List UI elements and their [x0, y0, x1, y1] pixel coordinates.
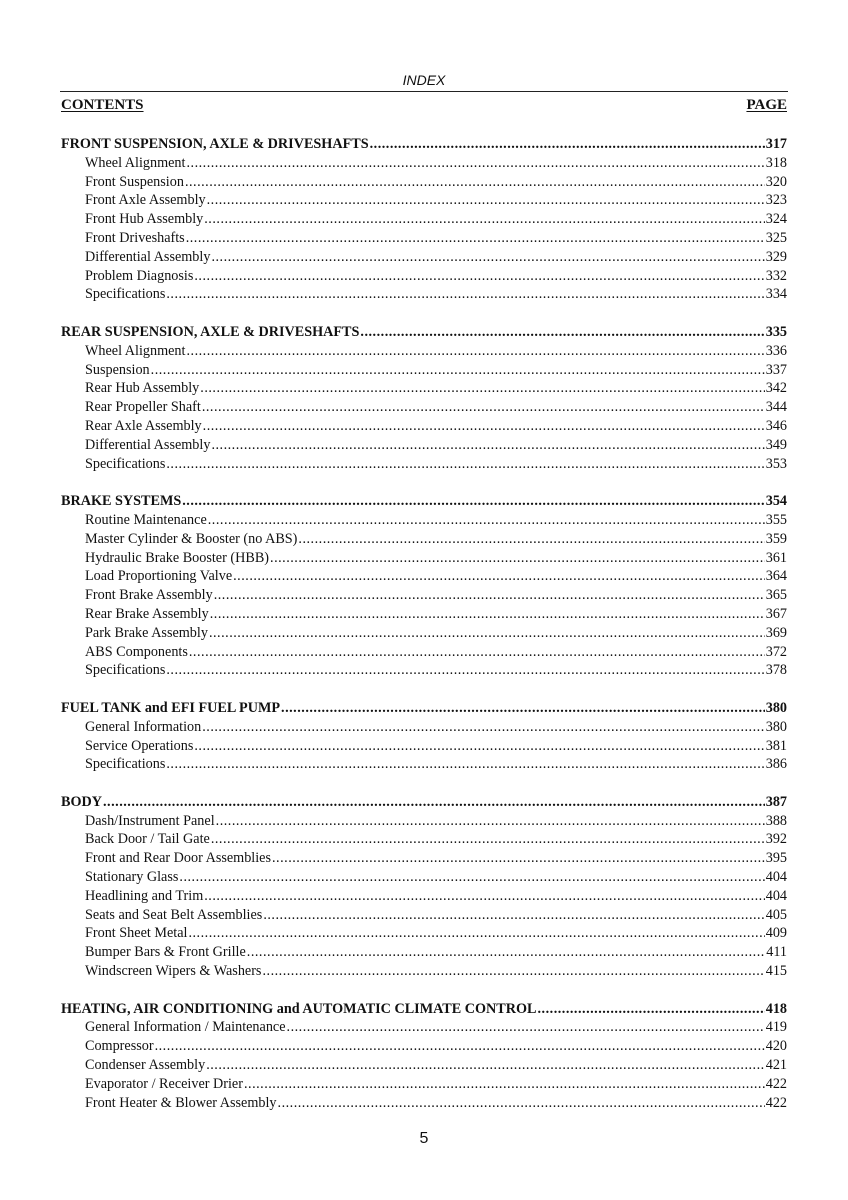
- dot-leader: [185, 173, 765, 192]
- toc-entry[interactable]: [61, 267, 787, 286]
- toc-entry[interactable]: [61, 1056, 787, 1075]
- toc-entry-page: 337: [765, 361, 787, 378]
- toc-entry-page: 411: [766, 944, 787, 961]
- toc-entry-page: 332: [765, 267, 787, 284]
- toc-entry[interactable]: [61, 586, 787, 605]
- section-title[interactable]: [61, 1000, 787, 1019]
- toc-entry[interactable]: [61, 605, 787, 624]
- toc-entry[interactable]: [61, 567, 787, 586]
- toc-entry-page: 364: [765, 568, 787, 585]
- toc-entry-label: Rear Axle Assembly: [85, 417, 202, 434]
- toc-entry-page: 353: [765, 455, 787, 472]
- section-title-page: 387: [765, 793, 787, 810]
- section-title[interactable]: [61, 323, 787, 342]
- dot-leader: [204, 887, 764, 906]
- toc-entry-page: 334: [765, 286, 787, 303]
- toc-entry-label: Master Cylinder & Booster (no ABS): [85, 530, 298, 547]
- dot-leader: [206, 1056, 765, 1075]
- dot-leader: [247, 943, 765, 962]
- toc-entry[interactable]: [61, 285, 787, 304]
- toc-entry[interactable]: [61, 436, 787, 455]
- toc-entry-label: Problem Diagnosis: [85, 267, 194, 284]
- toc-entry[interactable]: [61, 849, 787, 868]
- toc-entry-page: 325: [765, 229, 787, 246]
- section-title[interactable]: [61, 793, 787, 812]
- toc-entry-label: Front Hub Assembly: [85, 211, 204, 228]
- toc-entry-label: Front Brake Assembly: [85, 587, 213, 604]
- dot-leader: [207, 191, 765, 210]
- toc-entry-page: 342: [765, 380, 787, 397]
- toc-entry-page: 422: [765, 1075, 787, 1092]
- toc-entry-page: 346: [765, 417, 787, 434]
- toc-entry-page: 420: [765, 1038, 787, 1055]
- section-title-label: REAR SUSPENSION, AXLE & DRIVESHAFTS: [61, 323, 360, 340]
- toc-entry-page: 324: [765, 211, 787, 228]
- toc-entry-label: Front Sheet Metal: [85, 925, 188, 942]
- toc-entry[interactable]: [61, 962, 787, 981]
- toc-entry[interactable]: [61, 812, 787, 831]
- toc-entry-page: 404: [765, 887, 787, 904]
- page-column-heading: PAGE: [746, 97, 787, 113]
- dot-leader: [186, 342, 764, 361]
- toc-entry-page: 359: [765, 530, 787, 547]
- toc-entry[interactable]: [61, 417, 787, 436]
- toc-entry[interactable]: [61, 624, 787, 643]
- dot-leader: [211, 830, 765, 849]
- toc-entry[interactable]: [61, 154, 787, 173]
- toc-entry-label: Differential Assembly: [85, 436, 211, 453]
- toc-entry-label: Front Axle Assembly: [85, 192, 206, 209]
- table-of-contents: [61, 135, 787, 1131]
- toc-section: [61, 699, 787, 774]
- toc-entry-label: Compressor: [85, 1038, 154, 1055]
- dot-leader: [370, 135, 765, 154]
- toc-entry-label: Wheel Alignment: [85, 342, 186, 359]
- page-number: 5: [419, 1130, 429, 1147]
- section-title-label: FRONT SUSPENSION, AXLE & DRIVESHAFTS: [61, 136, 369, 152]
- dot-leader: [244, 1075, 765, 1094]
- toc-entry-label: Routine Maintenance: [85, 511, 207, 528]
- toc-entry[interactable]: [61, 549, 787, 568]
- dot-leader: [538, 1000, 765, 1019]
- toc-entry-label: Bumper Bars & Front Grille: [85, 944, 246, 961]
- toc-entry-label: Specifications: [85, 756, 166, 773]
- toc-entry-page: 372: [765, 643, 787, 660]
- dot-leader: [103, 793, 765, 812]
- running-header: INDEX: [402, 72, 446, 88]
- toc-entry-label: Headlining and Trim: [85, 887, 204, 904]
- toc-entry[interactable]: [61, 924, 787, 943]
- toc-entry[interactable]: [61, 248, 787, 267]
- toc-entry-label: Differential Assembly: [85, 248, 211, 265]
- toc-entry[interactable]: [61, 361, 787, 380]
- toc-entry-page: 336: [765, 342, 787, 359]
- toc-entry-page: 378: [765, 662, 787, 679]
- dot-leader: [166, 455, 764, 474]
- toc-entry-label: Specifications: [85, 455, 166, 472]
- toc-entry[interactable]: [61, 455, 787, 474]
- toc-entry-page: 323: [765, 192, 787, 209]
- dot-leader: [211, 248, 764, 267]
- dot-leader: [194, 267, 764, 286]
- toc-entry-label: Suspension: [85, 361, 150, 378]
- toc-entry-label: Specifications: [85, 662, 166, 679]
- dot-leader: [202, 398, 765, 417]
- contents-column-heading: CONTENTS: [61, 97, 144, 113]
- toc-entry[interactable]: [61, 943, 787, 962]
- toc-entry-label: Park Brake Assembly: [85, 624, 208, 641]
- toc-entry-page: 365: [765, 587, 787, 604]
- section-title-label: HEATING, AIR CONDITIONING and AUTOMATIC CLIMATE CONTROL: [61, 1000, 537, 1017]
- toc-entry[interactable]: [61, 755, 787, 774]
- toc-entry-page: 329: [765, 248, 787, 265]
- toc-entry[interactable]: [61, 1037, 787, 1056]
- toc-entry-page: 405: [765, 906, 787, 923]
- toc-entry-page: 392: [765, 831, 787, 848]
- toc-entry-page: 367: [765, 605, 787, 622]
- toc-entry[interactable]: [61, 887, 787, 906]
- dot-leader: [186, 154, 764, 173]
- toc-entry-label: Front and Rear Door Assemblies: [85, 850, 271, 867]
- toc-entry-label: Condenser Assembly: [85, 1057, 206, 1074]
- dot-leader: [194, 737, 764, 756]
- section-title[interactable]: [61, 492, 787, 511]
- section-title-label: FUEL TANK and EFI FUEL PUMP: [61, 699, 281, 716]
- toc-section: [61, 1000, 787, 1113]
- toc-entry-page: 386: [765, 756, 787, 773]
- toc-entry-page: 380: [765, 718, 787, 735]
- toc-entry[interactable]: [61, 398, 787, 417]
- dot-leader: [186, 229, 765, 248]
- dot-leader: [182, 492, 764, 511]
- toc-entry[interactable]: [61, 1094, 787, 1113]
- toc-entry[interactable]: [61, 530, 787, 549]
- toc-entry[interactable]: [61, 661, 787, 680]
- section-title-page: 354: [765, 493, 787, 510]
- dot-leader: [202, 718, 765, 737]
- toc-entry-page: 421: [765, 1057, 787, 1074]
- dot-leader: [166, 661, 764, 680]
- toc-entry-page: 419: [765, 1019, 787, 1036]
- section-title-page: 335: [765, 323, 787, 340]
- toc-entry[interactable]: [61, 210, 787, 229]
- dot-leader: [216, 812, 765, 831]
- toc-entry-label: Specifications: [85, 286, 166, 303]
- dot-leader: [263, 906, 764, 925]
- toc-entry-label: General Information: [85, 718, 202, 735]
- header-rule: [60, 91, 788, 92]
- toc-entry[interactable]: [61, 229, 787, 248]
- toc-section: [61, 135, 787, 304]
- toc-entry[interactable]: [61, 191, 787, 210]
- toc-entry[interactable]: [61, 868, 787, 887]
- dot-leader: [211, 436, 764, 455]
- toc-entry[interactable]: [61, 511, 787, 530]
- dot-leader: [209, 624, 765, 643]
- section-title[interactable]: [61, 699, 787, 718]
- dot-leader: [189, 643, 765, 662]
- toc-entry-page: 349: [765, 436, 787, 453]
- toc-entry[interactable]: [61, 737, 787, 756]
- toc-section: [61, 793, 787, 981]
- toc-entry-label: Service Operations: [85, 737, 194, 754]
- toc-entry-label: Stationary Glass: [85, 869, 179, 886]
- toc-entry-label: Front Driveshafts: [85, 229, 185, 246]
- toc-entry-page: 409: [765, 925, 787, 942]
- section-title-page: 317: [765, 136, 787, 152]
- dot-leader: [166, 285, 764, 304]
- toc-entry-label: Seats and Seat Belt Assemblies: [85, 906, 263, 923]
- toc-entry-label: Dash/Instrument Panel: [85, 812, 215, 829]
- dot-leader: [298, 530, 764, 549]
- toc-entry-page: 318: [765, 154, 787, 171]
- toc-entry-label: Evaporator / Receiver Drier: [85, 1075, 243, 1092]
- toc-entry-page: 381: [765, 737, 787, 754]
- section-title-page: 418: [765, 1000, 787, 1017]
- dot-leader: [204, 210, 764, 229]
- dot-leader: [188, 924, 764, 943]
- toc-entry-page: 344: [765, 399, 787, 416]
- toc-entry-label: Wheel Alignment: [85, 154, 186, 171]
- toc-entry[interactable]: [61, 1075, 787, 1094]
- dot-leader: [166, 755, 764, 774]
- toc-entry-label: Front Suspension: [85, 173, 184, 190]
- dot-leader: [208, 511, 765, 530]
- toc-entry-label: Rear Propeller Shaft: [85, 399, 201, 416]
- toc-entry[interactable]: [61, 906, 787, 925]
- toc-entry-page: 415: [765, 963, 787, 980]
- toc-entry-page: 404: [765, 869, 787, 886]
- toc-entry-label: Load Proportioning Valve: [85, 568, 233, 585]
- toc-entry-label: Rear Brake Assembly: [85, 605, 209, 622]
- dot-leader: [262, 962, 764, 981]
- toc-entry[interactable]: [61, 379, 787, 398]
- toc-section: [61, 492, 787, 680]
- toc-entry-label: Back Door / Tail Gate: [85, 831, 210, 848]
- toc-entry-page: 320: [765, 173, 787, 190]
- toc-entry[interactable]: [61, 830, 787, 849]
- section-title-label: BRAKE SYSTEMS: [61, 493, 182, 510]
- toc-entry[interactable]: [61, 643, 787, 662]
- dot-leader: [360, 323, 764, 342]
- section-title-page: 380: [765, 699, 787, 716]
- dot-leader: [214, 586, 765, 605]
- toc-entry-label: Windscreen Wipers & Washers: [85, 963, 262, 980]
- toc-entry-label: Rear Hub Assembly: [85, 380, 200, 397]
- section-title-label: BODY: [61, 793, 102, 810]
- toc-entry[interactable]: [61, 718, 787, 737]
- dot-leader: [155, 1037, 765, 1056]
- dot-leader: [278, 1094, 765, 1113]
- dot-leader: [179, 868, 764, 887]
- dot-leader: [203, 417, 765, 436]
- toc-entry-page: 361: [765, 549, 787, 566]
- toc-entry-page: 388: [765, 812, 787, 829]
- section-title[interactable]: [61, 135, 787, 154]
- dot-leader: [210, 605, 765, 624]
- dot-leader: [270, 549, 765, 568]
- toc-entry-label: ABS Components: [85, 643, 188, 660]
- toc-entry[interactable]: [61, 1018, 787, 1037]
- dot-leader: [281, 699, 765, 718]
- toc-entry[interactable]: [61, 342, 787, 361]
- toc-entry-page: 395: [765, 850, 787, 867]
- toc-entry-page: 355: [765, 511, 787, 528]
- dot-leader: [200, 379, 764, 398]
- toc-entry-label: Hydraulic Brake Booster (HBB): [85, 549, 270, 566]
- dot-leader: [272, 849, 765, 868]
- toc-entry-page: 369: [765, 624, 787, 641]
- toc-section: [61, 323, 787, 473]
- toc-entry-label: Front Heater & Blower Assembly: [85, 1094, 277, 1111]
- dot-leader: [233, 567, 765, 586]
- toc-entry[interactable]: [61, 173, 787, 192]
- toc-entry-page: 422: [765, 1094, 787, 1111]
- toc-entry-label: General Information / Maintenance: [85, 1019, 286, 1036]
- dot-leader: [287, 1018, 765, 1037]
- dot-leader: [151, 361, 765, 380]
